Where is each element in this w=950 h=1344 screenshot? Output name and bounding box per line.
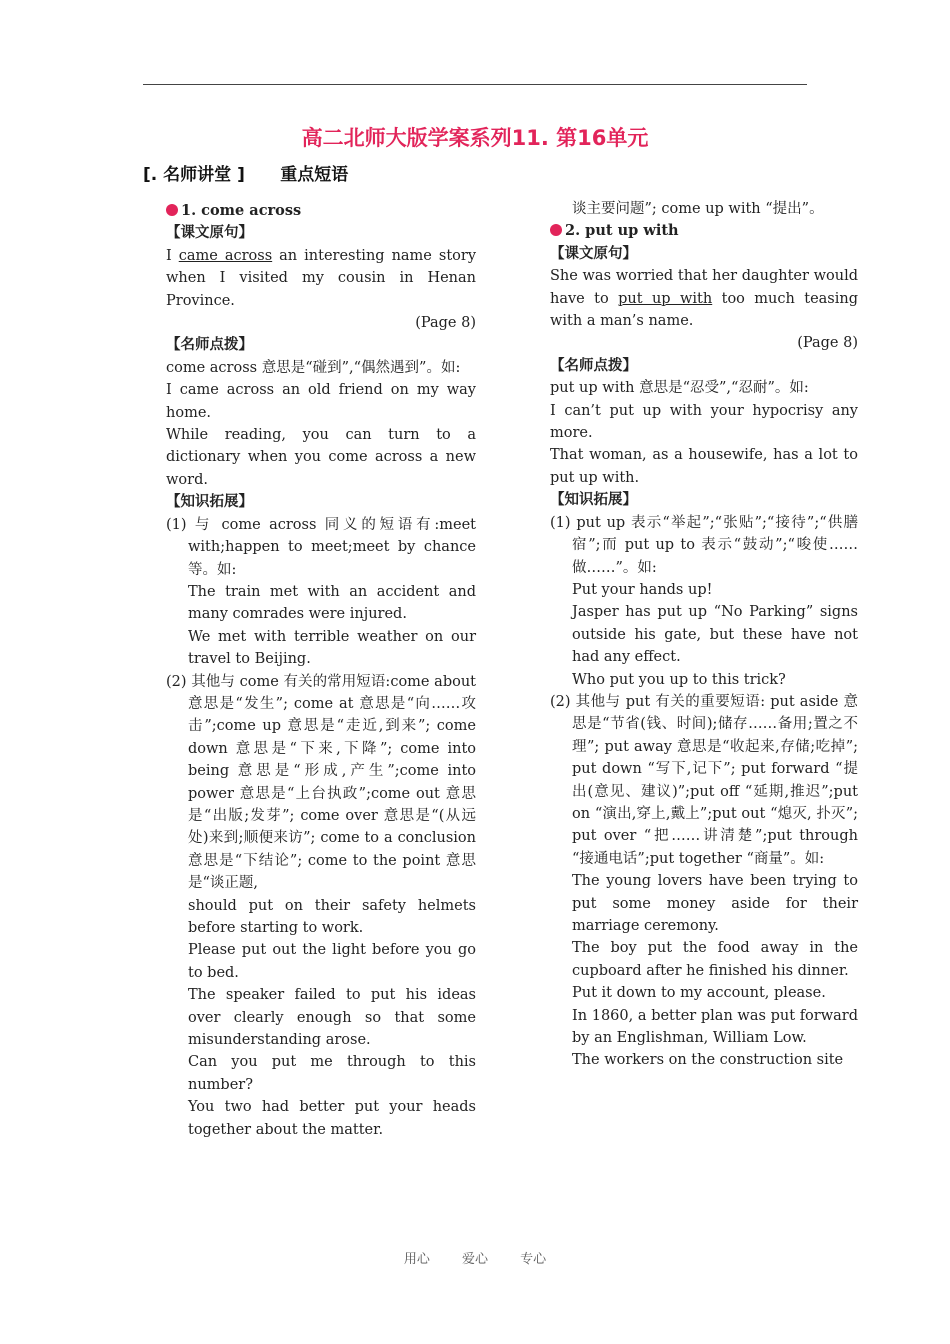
bullet-dot-icon xyxy=(166,204,178,216)
page-ref: (Page 8) xyxy=(415,315,476,332)
example-sentence: Who put you up to this trick? xyxy=(572,671,786,688)
section-heading xyxy=(143,160,348,185)
example-sentence: You two had better put your heads together about the matter. xyxy=(188,1099,476,1138)
tips-label: 【名师点拨】 xyxy=(550,357,637,374)
extension-item: (1) put up 表示“举起”;“张贴”;“接待”;“供膳宿”;而 put up to 表示“鼓动”;“唆使……做……”。如: xyxy=(550,514,858,576)
extension-label: 【知识拓展】 xyxy=(550,492,637,509)
example-sentence: Jasper has put up “No Parking” signs outside his gate, but these have not had any effect. xyxy=(572,604,858,666)
header-rule xyxy=(143,84,807,85)
example-sentence: The young lovers have been trying to put some money aside for their marriage ceremony. xyxy=(572,873,858,934)
example-sentence: Put it down to my account, please. xyxy=(572,985,826,1002)
extension-item: (2) 其他与 put 有关的重要短语: put aside 意思是“节省(钱、时间);储存……备用;置之不理”; put away 意思是“收起来,存储;吃掉”; put down “写下,记下”; put forward “提出(意见、建议)”;put off “延期,推迟”;put on “演出,穿上,戴上”;put out “熄灭, 扑灭”; put over “把……讲清楚”;put through “接通电话”;put together “商量”。如: xyxy=(550,693,858,867)
left-column xyxy=(166,200,476,1141)
example-sentence: Please put out the light before you go to bed. xyxy=(188,942,476,981)
original-sentence-label: 【课文原句】 xyxy=(166,225,253,242)
phrase-heading-2: 2. put up with xyxy=(550,220,858,242)
section-subtitle: 重点短语 xyxy=(280,165,349,185)
section-label: [. 名师讲堂 ] xyxy=(143,165,245,185)
page-ref: (Page 8) xyxy=(797,335,858,352)
example-sentence: Put your hands up! xyxy=(572,581,713,598)
bullet-dot-icon xyxy=(550,224,562,236)
example-sentence: We met with terrible weather on our travel to Beijing. xyxy=(188,628,476,668)
example-sentence: should put on their safety helmets before starting to work. xyxy=(188,897,476,936)
continued-text: 谈主要问题”; come up with “提出”。 xyxy=(572,201,824,217)
page-footer: 用心 爱心 专心 xyxy=(403,1252,547,1267)
right-column xyxy=(550,198,858,1072)
example-sentence: The workers on the construction site xyxy=(572,1052,844,1069)
example-sentence: Can you put me through to this number? xyxy=(188,1054,476,1093)
phrase-heading-1: 1. come across xyxy=(166,200,476,222)
example-sentence: I can’t put up with your hypocrisy any more. xyxy=(550,402,858,442)
example-sentence: The train met with an accident and many comrades were injured. xyxy=(188,583,476,623)
example-sentence: The speaker failed to put his ideas over clearly enough so that some misunderstanding arose. xyxy=(188,987,476,1049)
original-sentence-label: 【课文原句】 xyxy=(550,245,637,262)
meaning-text: put up with 意思是“忍受”,“忍耐”。如: xyxy=(550,380,809,397)
extension-item: (2) 其他与 come 有关的常用短语:come about 意思是“发生”; come at 意思是“向……攻击”;come up 意思是“走近,到来”; come down 意思是“下来,下降”; come into being 意思是“形成,产生”;come into power 意思是“上台执政”;come out 意思是“出版;发芽”; come over 意思是“(从远处)来到;顺便来访”; come to a conclusion 意思是“下结论”; come to the point 意思是“谈正题, xyxy=(166,673,476,892)
original-sentence: I came across an interesting name story when I visited my cousin in Henan Province. xyxy=(166,247,477,309)
meaning-text: come across 意思是“碰到”,“偶然遇到”。如: xyxy=(166,359,461,376)
example-sentence: While reading, you can turn to a dictionary when you come across a new word. xyxy=(166,427,476,488)
original-sentence: She was worried that her daughter would have to put up with too much teasing with a man’s name. xyxy=(550,268,859,330)
extension-label: 【知识拓展】 xyxy=(166,494,253,511)
example-sentence: The boy put the food away in the cupboard after he finished his dinner. xyxy=(572,940,858,979)
extension-item: (1) 与 come across 同义的短语有:meet with;happen to meet;meet by chance 等。如: xyxy=(166,516,476,578)
page-title: 高二北师大版学案系列11. 第16单元 xyxy=(301,126,649,150)
tips-label: 【名师点拨】 xyxy=(166,337,253,354)
example-sentence: I came across an old friend on my way home. xyxy=(166,382,476,421)
example-sentence: That woman, as a housewife, has a lot to put up with. xyxy=(550,447,858,486)
example-sentence: In 1860, a better plan was put forward by an Englishman, William Low. xyxy=(572,1007,858,1047)
